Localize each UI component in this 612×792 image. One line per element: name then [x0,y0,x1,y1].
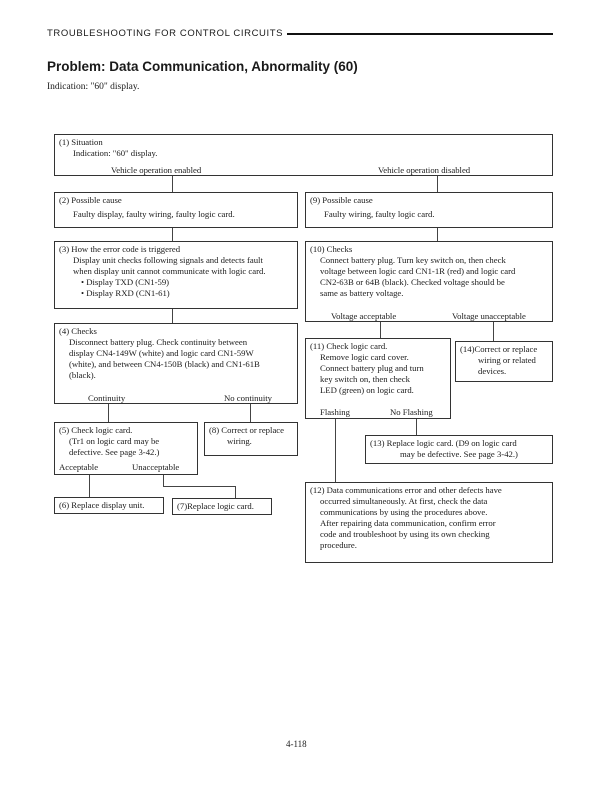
branch-vehicle-disabled: Vehicle operation disabled [378,165,471,175]
connector [172,228,173,241]
connector [437,228,438,241]
step-5-title: (5) Check logic card. [59,425,133,435]
step-11-line: key switch on, then check [320,374,410,384]
step-6-text: (6) Replace display unit. [59,500,145,510]
step-5-line: (Tr1 on logic card may be [69,436,160,446]
branch-continuity: Continuity [88,393,126,403]
step-8-title: (8) Correct or replace [209,425,285,435]
step-12-line: procedure. [320,540,357,550]
step-4-checks [54,323,298,404]
step-2-line: Faulty display, faulty wiring, faulty logic card. [73,209,235,219]
branch-voltage-unacceptable: Voltage unacceptable [452,311,526,321]
step-8-line: wiring. [227,436,252,446]
connector [163,486,235,487]
step-14-title: (14)Correct or replace [460,344,538,354]
step-6-replace-display [54,497,164,514]
indication-text: Indication: "60" display. [47,82,140,92]
step-12-data-comm-error [305,482,553,563]
step-10-checks [305,241,553,322]
step-4-line: (white), and between CN4-150B (black) and CN1-61B [69,359,260,369]
connector [437,176,438,192]
step-3-line: when display unit cannot communicate with logic card. [73,266,266,276]
step-12-line: code and troubleshoot by using its own checking [320,529,490,539]
step-3-bullet: • Display RXD (CN1-61) [81,288,170,298]
branch-no-flashing: No Flashing [390,407,433,417]
step-11-title: (11) Check logic card. [310,341,388,351]
connector [250,404,251,422]
branch-voltage-acceptable: Voltage acceptable [331,311,397,321]
step-12-line: occurred simultaneously. At first, check the data [320,496,488,506]
page-title: Problem: Data Communication, Abnormality (60) [47,59,358,74]
step-3-title: (3) How the error code is triggered [59,244,181,254]
step-10-line: CN2-63B or 64B (black). Checked voltage should be [320,277,505,287]
branch-acceptable: Acceptable [59,462,99,472]
step-13-line: may be defective. See page 3-42.) [400,449,518,459]
step-10-title: (10) Checks [310,244,353,254]
branch-flashing: Flashing [320,407,350,417]
connector [235,486,236,498]
page-number: 4-118 [286,739,307,749]
step-7-replace-logic-card [172,498,272,515]
step-14-line: wiring or related [478,355,536,365]
connector [380,322,381,338]
step-12-line: communications by using the procedures above. [320,507,488,517]
step-11-line: LED (green) on logic card. [320,385,414,395]
step-2-possible-cause [54,192,298,228]
step-1-title: (1) Situation [59,137,103,147]
step-10-line: Connect battery plug. Turn key switch on, then check [320,255,506,265]
connector [172,176,173,192]
connector [108,404,109,422]
connector [335,419,336,482]
connector [89,475,90,497]
header-rule [287,33,553,35]
step-4-line: display CN4-149W (white) and logic card CN1-59W [69,348,254,358]
step-14-correct-wiring-devices [455,341,553,382]
step-3-bullet: • Display TXD (CN1-59) [81,277,170,287]
step-1-line: Indication: "60" display. [73,148,158,158]
step-14-line: devices. [478,366,507,376]
step-12-title: (12) Data communications error and other defects have [310,485,502,495]
step-7-text: (7)Replace logic card. [177,501,254,511]
branch-no-continuity: No continuity [224,393,273,403]
step-9-possible-cause [305,192,553,228]
connector [493,322,494,341]
step-12-line: After repairing data communication, confirm error [320,518,496,528]
step-4-line: (black). [69,370,96,380]
step-13-title: (13) Replace logic card. (D9 on logic card [370,438,517,448]
step-11-line: Connect battery plug and turn [320,363,424,373]
connector [416,419,417,435]
branch-unacceptable: Unacceptable [132,462,180,472]
step-9-title: (9) Possible cause [310,195,373,205]
step-9-line: Faulty wiring, faulty logic card. [324,209,435,219]
step-4-title: (4) Checks [59,326,97,336]
step-3-how-triggered [54,241,298,309]
connector [172,309,173,323]
section-header: TROUBLESHOOTING FOR CONTROL CIRCUITS [47,28,284,39]
step-3-line: Display unit checks following signals and detects fault [73,255,263,265]
step-11-line: Remove logic card cover. [320,352,409,362]
step-2-title: (2) Possible cause [59,195,122,205]
step-5-line: defective. See page 3-42.) [69,447,160,457]
step-8-correct-wiring [204,422,298,456]
connector [163,475,164,486]
step-4-line: Disconnect battery plug. Check continuity between [69,337,248,347]
step-10-line: same as battery voltage. [320,288,404,298]
branch-vehicle-enabled: Vehicle operation enabled [111,165,202,175]
step-10-line: voltage between logic card CN1-1R (red) and logic card [320,266,516,276]
step-13-replace-logic-card [365,435,553,464]
